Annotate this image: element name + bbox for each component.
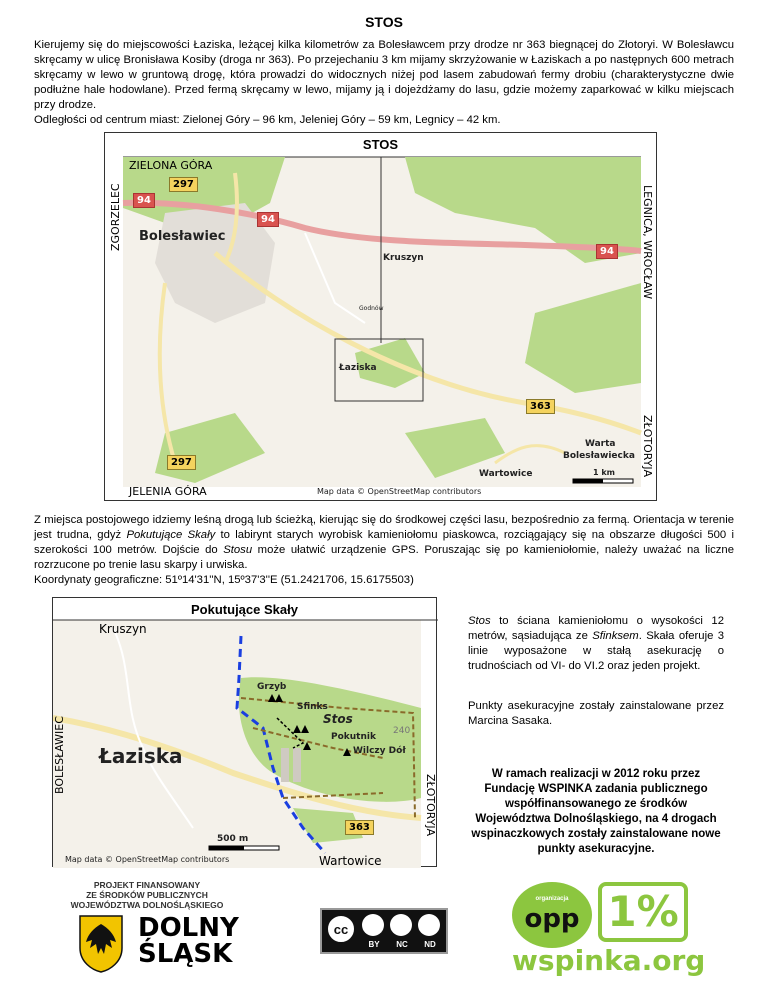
direction-kruszyn: Kruszyn — [99, 622, 147, 636]
cc-nc-label: NC — [396, 940, 408, 949]
scale-label: 1 km — [593, 468, 616, 477]
road-363-detail: 363 — [345, 820, 374, 835]
one-percent-logo: 1% — [598, 882, 688, 942]
opp-text: opp — [524, 904, 580, 934]
road-297-north: 297 — [169, 177, 198, 192]
cc-license-badge — [320, 908, 448, 954]
rock-sfinks: Sfinks — [297, 702, 328, 712]
rock-wilczy-dol: Wilczy Dół — [353, 746, 406, 756]
place-warta: Warta — [585, 439, 616, 449]
place-boleslawiec: Bolesławiec — [139, 229, 226, 244]
direction-legnica-wroclaw: LEGNICA, WROCŁAW — [641, 185, 654, 300]
direction-jelenia-gora: JELENIA GÓRA — [129, 485, 207, 498]
cc-by-label: BY — [368, 940, 380, 949]
noncommercial-icon — [390, 914, 412, 936]
distances-line: Odległości od centrum miast: Zielonej Góry – 96 km, Jeleniej Góry – 59 km, Legnicy – 42 km. — [34, 114, 501, 126]
direction-zgorzelec: ZGORZELEC — [109, 183, 122, 251]
contour-label: 240 — [393, 726, 411, 736]
place-laziska: Łaziska — [339, 363, 377, 373]
detail-map-title: Pokutujące Skały — [191, 602, 298, 617]
place-kruszyn: Kruszyn — [383, 253, 424, 263]
rock-grzyb: Grzyb — [257, 682, 287, 692]
stos-description: Stos to ściana kamieniołomu o wysokości 12 metrów, sąsiadująca ze Sfinksem. Skała oferuje 3 linie wyposażone w stałą asekurację o trudnościach od VI- do VI.2 oraz jeden projekt. — [468, 615, 725, 672]
opp-badge — [512, 882, 592, 948]
direction-zielona-gora: ZIELONA GÓRA — [129, 159, 213, 172]
place-laziska-detail: Łaziska — [99, 744, 183, 768]
overview-map-credit: Map data © OpenStreetMap contributors — [317, 487, 482, 496]
road-297-south: 297 — [167, 455, 196, 470]
rock-stos: Stos — [323, 712, 353, 726]
approach-paragraph: Z miejsca postojowego idziemy leśną drogą lub ścieżką, kierując się do środkowej części lasu, bezpośrednio za fermą. Orientacja w terenie jest trudna, gdyż Pokutujące Skały to labirynt starych wyrobisk kamieniołomu piaskowca, rozciągający się na obszarze długości 500 i szerokości 100 metrów. Dojście do Stosu może ułatwić urządzenie GPS. Poruszając się po kamieniołomie, należy uważać na liczne rozrzucone po trenie lasu skarpy i urwiska. — [34, 514, 734, 571]
detail-map-credit: Map data © OpenStreetMap contributors — [65, 855, 230, 864]
direction-zlotoryja: ZŁOTORYJA — [641, 415, 654, 477]
detail-scale-label: 500 m — [217, 834, 249, 844]
road-363: 363 — [526, 399, 555, 414]
road-94-west: 94 — [133, 193, 155, 208]
direction-wartowice: Wartowice — [319, 854, 382, 868]
eagle-coat-of-arms-icon — [76, 914, 126, 974]
road-94-east: 94 — [596, 244, 618, 259]
place-wartowice: Wartowice — [479, 469, 533, 479]
overview-map-title: STOS — [362, 137, 399, 152]
approach-text — [34, 513, 734, 588]
financing-note: PROJEKT FINANSOWANY ZE ŚRODKÓW PUBLICZNYCH WOJEWÓDZTWA DOLNOŚLĄSKIEGO — [70, 880, 224, 910]
page-title: STOS — [365, 14, 403, 30]
noderivatives-icon — [418, 914, 440, 936]
direction-zlotoryja-2: ZŁOTORYJA — [424, 774, 437, 836]
grant-statement: W ramach realizacji w 2012 roku przez Fundację WSPINKA zadania publicznego współfinansowanego ze środków Województwa Dolnośląskiego, na 4 drogach wspinaczkowych zostały zainstalowane nowe punkty asekuracyjne. — [471, 768, 721, 855]
overview-map — [104, 132, 657, 501]
opp-small-text: organizacja — [535, 896, 569, 902]
coordinates-line: Koordynaty geograficzne: 51º14'31''N, 15º37'3''E (51.2421706, 15.6175503) — [34, 574, 414, 586]
place-godnow: Godnów — [359, 305, 384, 312]
place-warta-2: Bolesławiecka — [563, 451, 635, 461]
dolny-wordmark: DOLNY — [138, 913, 239, 943]
attribution-icon — [362, 914, 384, 936]
detail-map — [52, 597, 437, 867]
road-94-center: 94 — [257, 212, 279, 227]
rock-pokutnik: Pokutnik — [331, 732, 376, 742]
bolting-credit: Punkty asekuracyjne zostały zainstalowane przez Marcina Sasaka. — [468, 700, 724, 727]
detail-map-graphic — [53, 598, 438, 868]
wspinka-wordmark: wspinka.org — [512, 944, 706, 977]
slask-wordmark: ŚLĄSK — [138, 939, 233, 969]
intro-text — [34, 38, 734, 128]
cc-icon: cc — [326, 914, 356, 944]
direction-boleslawiec: BOLESŁAWIEC — [53, 716, 66, 794]
intro-paragraph: Kierujemy się do miejscowości Łaziska, leżącej kilka kilometrów za Bolesławcem przy drodze nr 363 biegnącej do Złotoryi. W Bolesławcu skręcamy w ulicę Bronisława Kosiby (droga nr 363). Po przejechaniu 3 km mijamy skrzyżowanie w Łaziskach a po następnych 600 metrach skręcamy w lewo w gruntową drogę, która prowadzi do widocznych niżej pod lasem zabudowań fermy drobiu (charakterystyczne dwie podłużne hale hodowlane). Przed fermą skręcamy w lewo, mijamy ją i dojeżdżamy do lasu, gdzie możemy zaparkować w kilku miejscach przy drodze. — [34, 39, 734, 111]
cc-nd-label: ND — [424, 940, 436, 949]
